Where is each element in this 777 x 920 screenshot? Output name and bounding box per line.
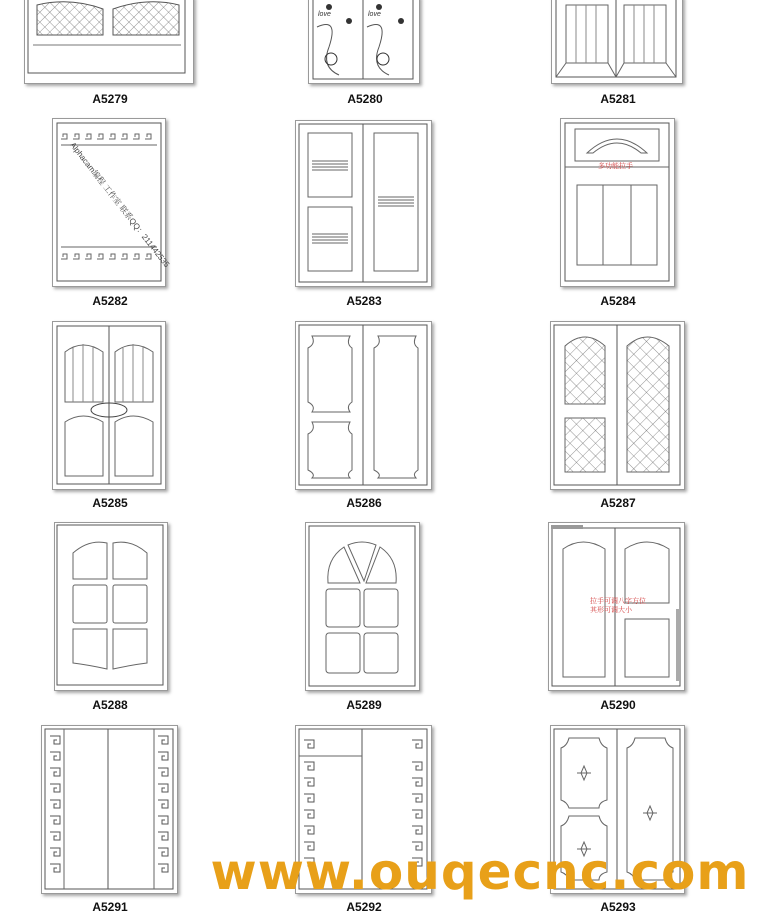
handle-note-line2: 其形可调大小 [590, 607, 632, 614]
door-thumb-a5285[interactable] [52, 321, 166, 490]
item-code: A5283 [346, 294, 382, 308]
door-thumb-a5284[interactable] [560, 118, 675, 287]
item-code: A5280 [347, 92, 383, 106]
door-thumb-a5289[interactable] [305, 522, 420, 691]
site-watermark: www.ouqecnc.com [210, 843, 750, 901]
motif-text: love [318, 11, 331, 18]
motif-text: love [368, 11, 381, 18]
item-code: A5293 [600, 900, 636, 914]
item-code: A5284 [600, 294, 636, 308]
door-drawing [53, 322, 165, 489]
item-code: A5281 [600, 92, 636, 106]
door-thumb-a5281[interactable] [551, 0, 683, 84]
door-drawing [296, 121, 431, 286]
item-code: A5285 [92, 496, 128, 510]
diagonal-note: Alphacam编程 工作室 联系QQ：211442535 [68, 140, 172, 270]
door-drawing [552, 0, 682, 83]
door-drawing [296, 322, 431, 489]
door-thumb-a5287[interactable] [550, 321, 685, 490]
item-code: A5288 [92, 698, 128, 712]
door-drawing [25, 0, 193, 83]
door-thumb-a5286[interactable] [295, 321, 432, 490]
item-code: A5287 [600, 496, 636, 510]
handle-note: 多功能拉手 [598, 163, 633, 170]
door-drawing [561, 119, 674, 286]
door-drawing [42, 726, 177, 893]
item-code: A5282 [92, 294, 128, 308]
item-code: A5292 [346, 900, 382, 914]
handle-note-line1: 拉手可调八字方位 [590, 598, 646, 605]
item-code: A5291 [92, 900, 128, 914]
door-drawing [551, 322, 684, 489]
item-code: A5279 [92, 92, 128, 106]
door-thumb-a5283[interactable] [295, 120, 432, 287]
item-code: A5286 [346, 496, 382, 510]
door-drawing [306, 523, 419, 690]
door-thumb-a5288[interactable] [54, 522, 168, 691]
door-drawing [55, 523, 167, 690]
door-thumb-a5282[interactable] [52, 118, 166, 287]
door-thumb-a5279[interactable] [24, 0, 194, 84]
item-code: A5289 [346, 698, 382, 712]
item-code: A5290 [600, 698, 636, 712]
door-thumb-a5291[interactable] [41, 725, 178, 894]
